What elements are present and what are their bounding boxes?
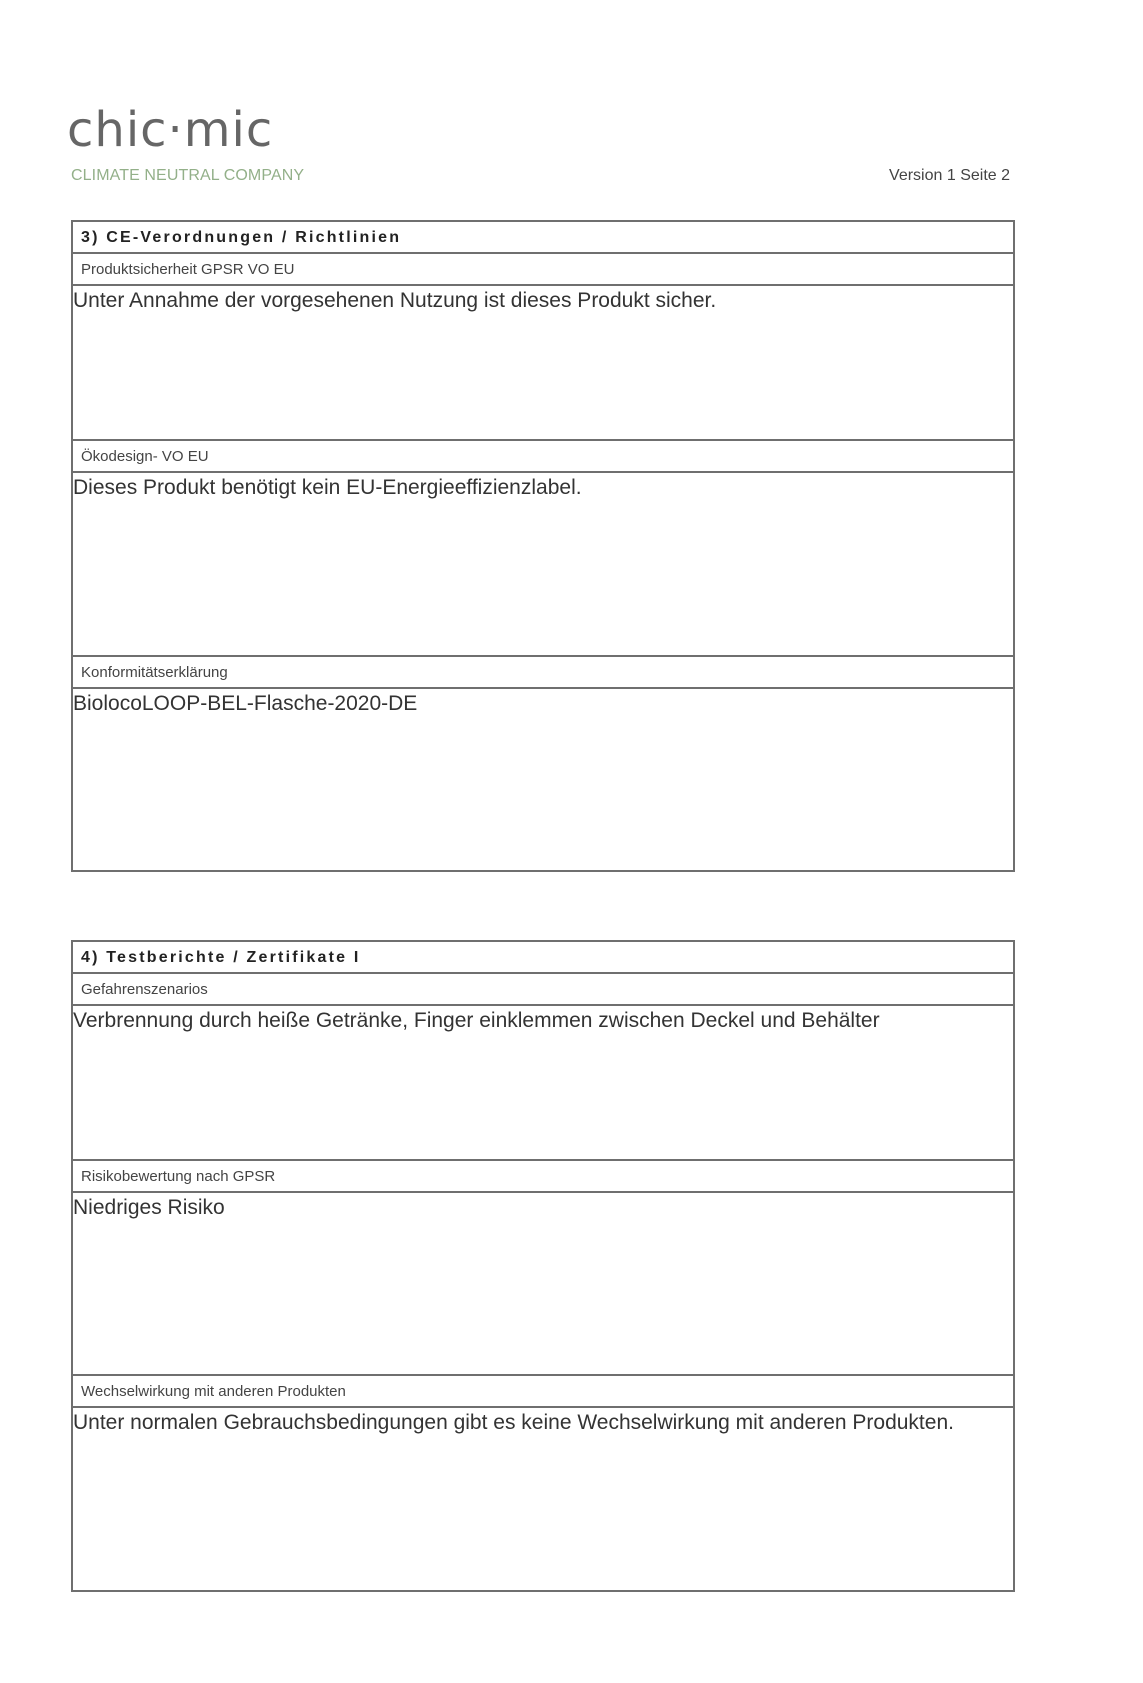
field-label: Wechselwirkung mit anderen Produkten xyxy=(73,1376,1013,1408)
section-test-reports xyxy=(71,940,1015,1592)
section-title: 4) Testberichte / Zertifikate I xyxy=(73,942,1013,974)
field-label: Produktsicherheit GPSR VO EU xyxy=(73,254,1013,286)
field-value: Dieses Produkt benötigt kein EU-Energieeffizienzlabel. xyxy=(73,473,1013,657)
field-value: Verbrennung durch heiße Getränke, Finger einklemmen zwischen Deckel und Behälter xyxy=(73,1006,1013,1161)
field-value: BiolocoLOOP-BEL-Flasche-2020-DE xyxy=(73,692,418,715)
field-label: Konformitätserklärung xyxy=(73,657,1013,689)
company-tagline: CLIMATE NEUTRAL COMPANY xyxy=(71,167,305,184)
field-label: Risikobewertung nach GPSR xyxy=(73,1161,1013,1193)
field-value: Niedriges Risiko xyxy=(73,1193,1013,1376)
page-version: Version 1 Seite 2 xyxy=(889,167,1010,184)
section-title: 3) CE-Verordnungen / Richtlinien xyxy=(73,222,1013,254)
field-value: Unter Annahme der vorgesehenen Nutzung ist dieses Produkt sicher. xyxy=(73,286,1013,441)
field-label: Gefahrenszenarios xyxy=(73,974,1013,1006)
field-label: Ökodesign- VO EU xyxy=(73,441,1013,473)
field-value: Unter normalen Gebrauchsbedingungen gibt es keine Wechselwirkung mit anderen Produkten. xyxy=(73,1411,954,1434)
section-ce-regulations xyxy=(71,220,1015,872)
company-logo: chic·mic xyxy=(67,102,274,158)
